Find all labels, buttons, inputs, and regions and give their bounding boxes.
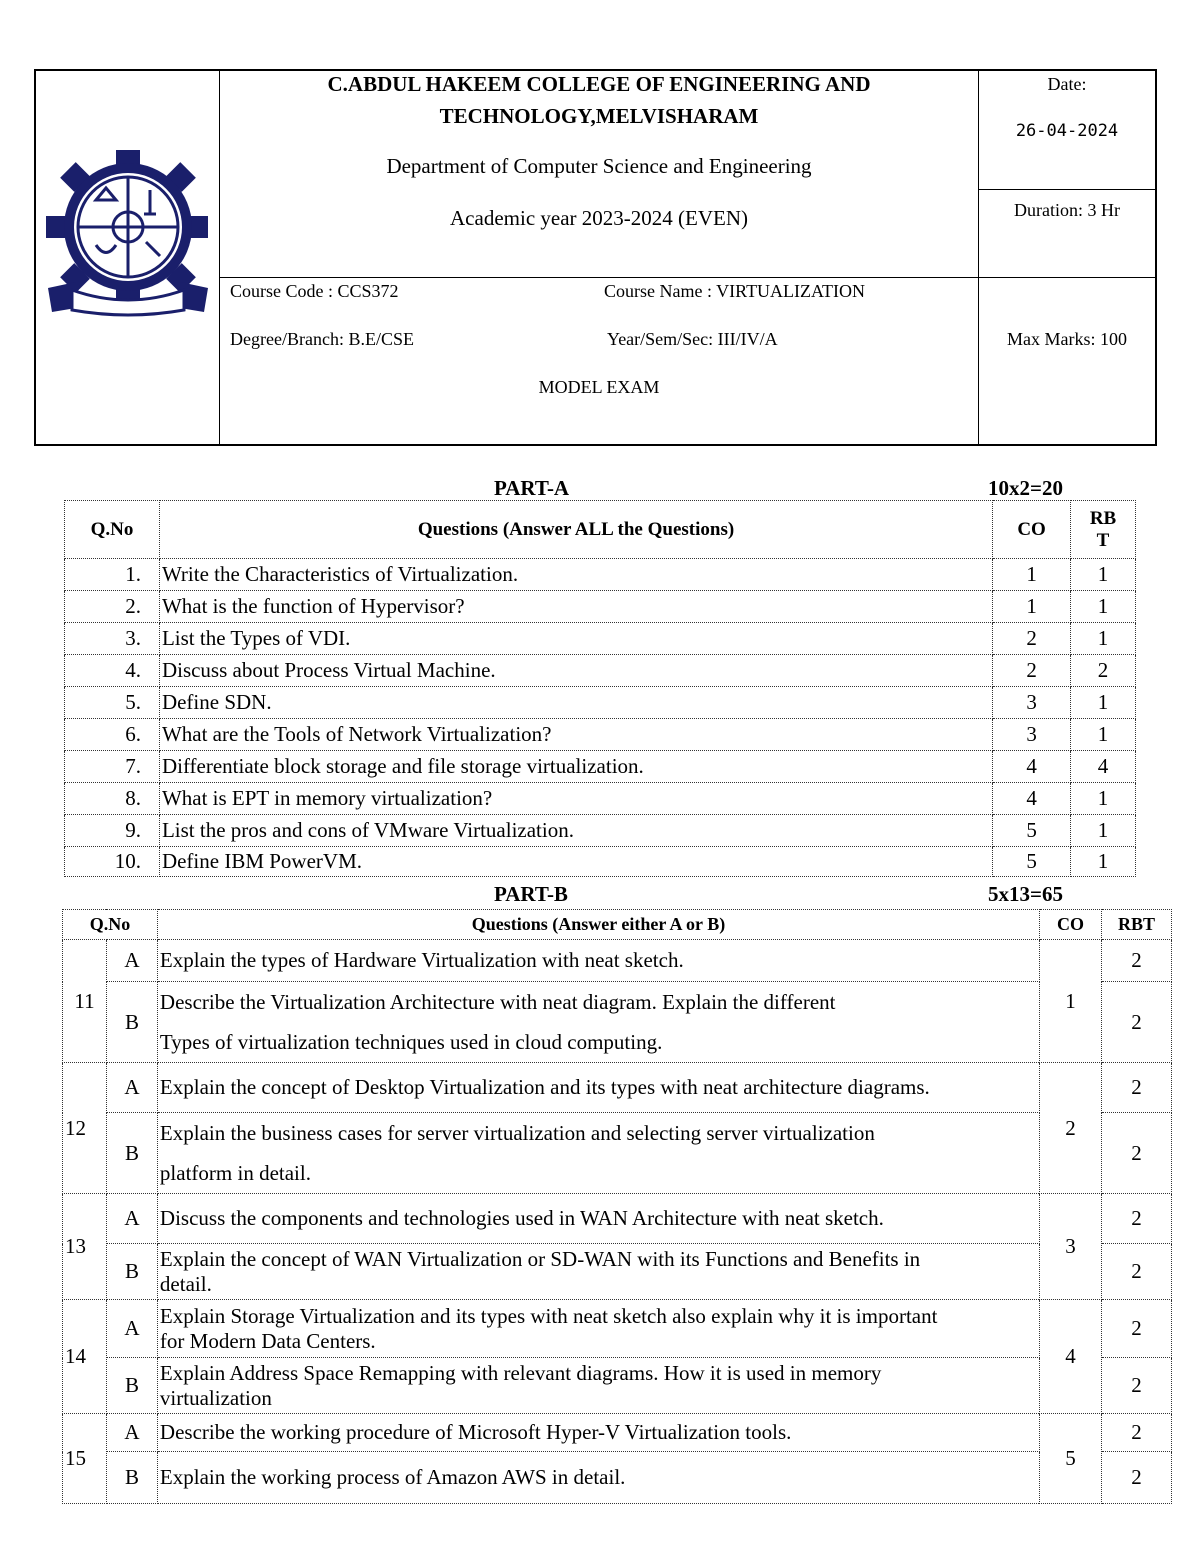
rbt-value: 2: [1102, 1358, 1172, 1414]
rbt-value: 1: [1071, 687, 1136, 719]
table-row: [65, 847, 1136, 877]
degree-branch: Degree/Branch: B.E/CSE: [230, 329, 414, 349]
rbt-value: 1: [1071, 559, 1136, 591]
rbt-value: 1: [1071, 847, 1136, 877]
question-text: What is EPT in memory virtualization?: [159, 783, 992, 815]
part-b-co-header: CO: [1040, 910, 1102, 940]
option-letter: B: [106, 1244, 157, 1300]
date-label: Date:: [1047, 74, 1087, 94]
question-number: 7.: [65, 751, 160, 783]
table-row: [63, 940, 1172, 982]
rbt-value: 4: [1071, 751, 1136, 783]
rbt-header-line1: RB: [1089, 507, 1117, 529]
question-number: 2.: [65, 591, 160, 623]
college-name-line1: C.ABDUL HAKEEM COLLEGE OF ENGINEERING AND: [327, 72, 871, 96]
question-text: Discuss about Process Virtual Machine.: [159, 655, 992, 687]
question-text-line: Types of virtualization techniques used in cloud computing.: [159, 1030, 663, 1054]
table-row: [65, 719, 1136, 751]
option-letter: A: [106, 1194, 157, 1244]
question-text-line: Explain the concept of WAN Virtualization or SD-WAN with its Functions and Benefits in: [159, 1246, 921, 1271]
question-number: 8.: [65, 783, 160, 815]
question-number: 10.: [65, 847, 160, 877]
rbt-value: 1: [1071, 623, 1136, 655]
part-b-header-row: [63, 910, 1172, 940]
question-text: [157, 1244, 1039, 1300]
option-letter: B: [106, 1358, 157, 1414]
table-row: [65, 815, 1136, 847]
question-text: Explain the types of Hardware Virtualization with neat sketch.: [157, 940, 1039, 982]
question-group-number: 15: [63, 1414, 107, 1504]
question-group-number: 13: [63, 1194, 107, 1300]
table-row: [63, 1300, 1172, 1358]
question-number: 9.: [65, 815, 160, 847]
course-code: Course Code : CCS372: [230, 281, 399, 301]
rbt-value: 2: [1102, 1113, 1172, 1194]
option-letter: B: [106, 982, 157, 1063]
part-b-question-header: Questions (Answer either A or B): [157, 910, 1039, 940]
co-value: 5: [1040, 1414, 1102, 1504]
co-value: 3: [993, 687, 1071, 719]
college-logo: [46, 150, 210, 320]
academic-year: Academic year 2023-2024 (EVEN): [450, 206, 748, 230]
question-number: 4.: [65, 655, 160, 687]
question-text: List the pros and cons of VMware Virtualization.: [159, 815, 992, 847]
part-b-table: [62, 909, 1172, 1504]
table-row: [65, 751, 1136, 783]
question-text-line: Describe the Virtualization Architecture with neat diagram. Explain the different: [159, 990, 836, 1014]
question-group-number: 14: [63, 1300, 107, 1414]
co-value: 5: [993, 847, 1071, 877]
question-text-line: Explain Storage Virtualization and its types with neat sketch also explain why it is important: [159, 1303, 938, 1328]
question-text: Explain the working process of Amazon AWS in detail.: [157, 1452, 1039, 1504]
question-text-line: platform in detail.: [159, 1161, 311, 1185]
rbt-header-line2: T: [1096, 529, 1110, 551]
table-row: [65, 687, 1136, 719]
part-a-rbt-header: [1071, 501, 1136, 559]
rbt-value: 2: [1071, 655, 1136, 687]
course-name: Course Name : VIRTUALIZATION: [604, 281, 866, 301]
co-value: 1: [1040, 940, 1102, 1063]
question-text-line: detail.: [159, 1271, 212, 1296]
question-number: 1.: [65, 559, 160, 591]
question-text: What is the function of Hypervisor?: [159, 591, 992, 623]
table-row: [65, 559, 1136, 591]
question-text: Discuss the components and technologies used in WAN Architecture with neat sketch.: [157, 1194, 1039, 1244]
rbt-value: 2: [1102, 1452, 1172, 1504]
table-row: [63, 1452, 1172, 1504]
option-letter: A: [106, 940, 157, 982]
part-a-marks: 10x2=20: [988, 476, 1063, 500]
part-b-title: PART-B: [494, 882, 568, 906]
co-value: 3: [993, 719, 1071, 751]
exam-type: MODEL EXAM: [538, 377, 660, 397]
year-sem-sec: Year/Sem/Sec: III/IV/A: [607, 329, 778, 349]
question-text: Describe the working procedure of Microsoft Hyper-V Virtualization tools.: [157, 1414, 1039, 1452]
table-row: [65, 655, 1136, 687]
table-row: [63, 1194, 1172, 1244]
co-value: 4: [1040, 1300, 1102, 1414]
table-row: [63, 1113, 1172, 1194]
college-name-line2: TECHNOLOGY,MELVISHARAM: [439, 104, 759, 128]
table-row: [63, 1358, 1172, 1414]
option-letter: A: [106, 1414, 157, 1452]
question-text: List the Types of VDI.: [159, 623, 992, 655]
option-letter: B: [106, 1113, 157, 1194]
rbt-value: 2: [1102, 940, 1172, 982]
rbt-value: 1: [1071, 783, 1136, 815]
co-value: 5: [993, 815, 1071, 847]
part-b-marks: 5x13=65: [988, 882, 1063, 906]
part-b-rbt-header: RBT: [1102, 910, 1172, 940]
question-text: Define SDN.: [159, 687, 992, 719]
part-a-question-header: Questions (Answer ALL the Questions): [159, 501, 992, 559]
option-letter: A: [106, 1063, 157, 1113]
question-text: [157, 1300, 1039, 1358]
question-text: Write the Characteristics of Virtualization.: [159, 559, 992, 591]
rbt-value: 2: [1102, 1063, 1172, 1113]
question-text-line: for Modern Data Centers.: [159, 1328, 376, 1353]
co-value: 2: [993, 655, 1071, 687]
question-text-line: Explain Address Space Remapping with relevant diagrams. How it is used in memory: [159, 1360, 882, 1385]
table-row: [63, 1063, 1172, 1113]
question-text-line: virtualization: [159, 1385, 272, 1410]
question-number: 6.: [65, 719, 160, 751]
question-number: 5.: [65, 687, 160, 719]
co-value: 1: [993, 559, 1071, 591]
co-value: 4: [993, 783, 1071, 815]
department-name: Department of Computer Science and Engineering: [386, 154, 812, 178]
rbt-value: 1: [1071, 815, 1136, 847]
question-text: [157, 1113, 1039, 1194]
rbt-value: 1: [1071, 591, 1136, 623]
part-a-co-header: CO: [993, 501, 1071, 559]
rbt-value: 2: [1102, 1244, 1172, 1300]
question-number: 3.: [65, 623, 160, 655]
co-value: 1: [993, 591, 1071, 623]
co-value: 2: [993, 623, 1071, 655]
question-text: [157, 1358, 1039, 1414]
question-text-line: Explain the business cases for server virtualization and selecting server virtualization: [159, 1121, 875, 1145]
co-value: 2: [1040, 1063, 1102, 1194]
option-letter: B: [106, 1452, 157, 1504]
table-row: [63, 1414, 1172, 1452]
table-row: [63, 982, 1172, 1063]
part-a-title: PART-A: [494, 476, 570, 500]
part-b-qno-header: Q.No: [63, 910, 158, 940]
max-marks: Max Marks: 100: [1007, 329, 1127, 349]
part-a-header-row: [65, 501, 1136, 559]
question-group-number: 12: [63, 1063, 107, 1194]
rbt-value: 2: [1102, 1414, 1172, 1452]
question-text: What are the Tools of Network Virtualization?: [159, 719, 992, 751]
question-text: Explain the concept of Desktop Virtualization and its types with neat architecture diagrams.: [157, 1063, 1039, 1113]
question-group-number: 11: [63, 940, 107, 1063]
question-text: Differentiate block storage and file storage virtualization.: [159, 751, 992, 783]
option-letter: A: [106, 1300, 157, 1358]
part-a-table: [64, 500, 1136, 877]
rbt-value: 2: [1102, 982, 1172, 1063]
co-value: 3: [1040, 1194, 1102, 1300]
table-row: [63, 1244, 1172, 1300]
rbt-value: 2: [1102, 1194, 1172, 1244]
table-row: [65, 783, 1136, 815]
part-a-qno-header: Q.No: [65, 501, 160, 559]
duration: Duration: 3 Hr: [1014, 200, 1120, 220]
date-value: 26-04-2024: [1015, 121, 1119, 141]
rbt-value: 1: [1071, 719, 1136, 751]
question-text: [157, 982, 1039, 1063]
table-row: [65, 591, 1136, 623]
rbt-value: 2: [1102, 1300, 1172, 1358]
co-value: 4: [993, 751, 1071, 783]
question-text: Define IBM PowerVM.: [159, 847, 992, 877]
table-row: [65, 623, 1136, 655]
